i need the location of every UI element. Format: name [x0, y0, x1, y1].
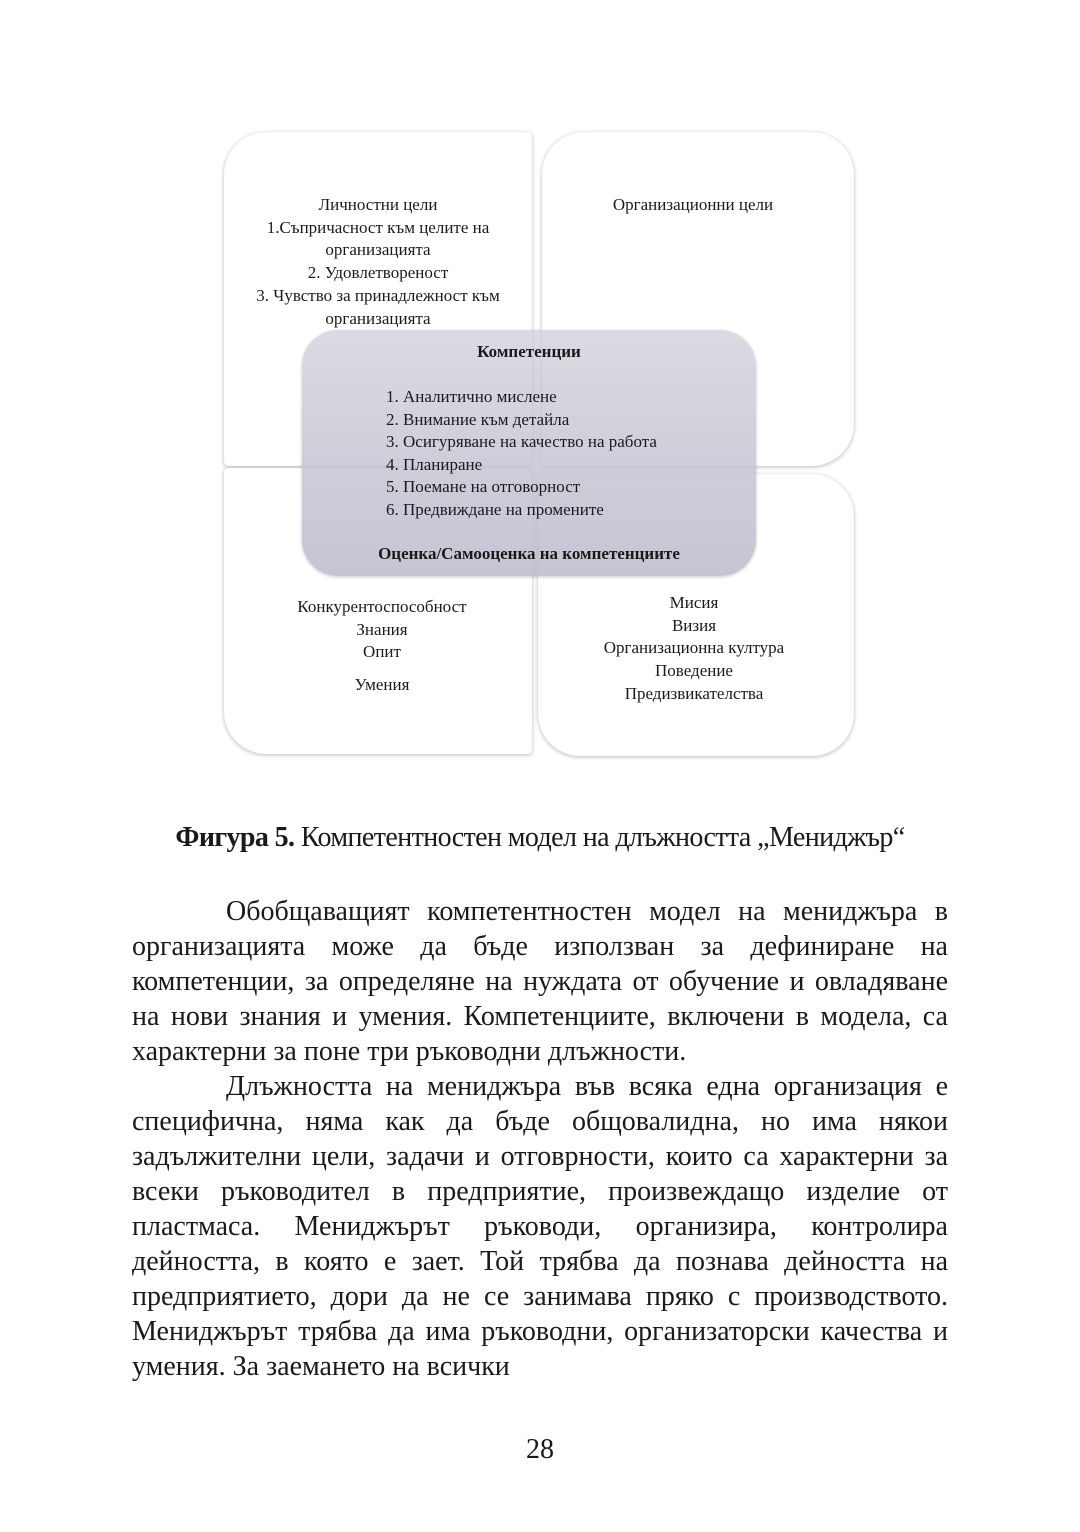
personal-goal-line: 2. Удовлетвореност — [307, 263, 449, 283]
mission-line: Визия — [671, 615, 717, 635]
body-text — [132, 894, 948, 1384]
personal-goal-line: организацията — [325, 308, 431, 328]
page-number: 28 — [526, 1434, 554, 1465]
competitiveness-line: Знания — [356, 619, 408, 639]
mission-line: Поведение — [655, 661, 733, 681]
personal-goal-line: организацията — [325, 240, 431, 260]
mission-text — [570, 592, 818, 706]
personal-goals-text — [230, 194, 526, 330]
personal-goal-line: 3. Чувство за принадлежност към — [256, 285, 500, 305]
paragraph: Длъжността на мениджъра във всяка една организация е специфична, няма как да бъде общовалидна, но има някои задължителни цели, задачи и отговрности, които са характерни за всеки ръководител в предприятие, произвеждащо изделие от пластмаса. Мениджърът ръководи, организира, контролира дейността, в която е зает. Той трябва да познава дейността на предприятието, дори да не се занимава пряко с производството. Мениджърът трябва да има ръководни, организаторски качества и умения. За заемането на всички — [132, 1071, 948, 1382]
personal-goals-title: Личностни цели — [318, 195, 438, 214]
figure-caption-label: Фигура 5. — [175, 822, 295, 853]
competencies-title: Компетенции — [477, 342, 581, 361]
competency-item: 2. Внимание към детайла — [386, 409, 570, 429]
mission-line: Организационна култура — [603, 638, 785, 658]
competency-model-diagram — [218, 128, 860, 760]
competencies-box — [302, 330, 756, 576]
competitiveness-line: Умения — [354, 675, 410, 695]
figure-caption — [0, 822, 1080, 854]
competitiveness-line: Опит — [363, 642, 401, 662]
organizational-goals-text — [548, 194, 838, 217]
competency-item: 1. Аналитично мислене — [386, 387, 557, 406]
paragraph: Обобщаващият компетентностен модел на мениджъра в организацията може да бъде използван за дефиниране на компетенции, за определяне на нуждата от обучение и овладяване на нови знания и умения. Компетенциите, включени в модела, са характерни за поне три ръководни длъжности. — [132, 896, 948, 1067]
competency-item: 5. Поемане на отговорност — [386, 477, 581, 497]
competencies-assessment-label: Оценка/Самооценка на компетенциите — [378, 544, 680, 563]
organizational-goals-title: Организационни цели — [612, 195, 774, 214]
mission-line: Мисия — [669, 593, 719, 612]
personal-goal-line: 1.Съпричасност към целите на — [266, 217, 490, 237]
competency-item: 4. Планиране — [386, 454, 483, 474]
mission-line: Предизвикателства — [624, 683, 764, 703]
competitiveness-line: Конкурентоспособност — [297, 597, 467, 616]
competitiveness-text — [262, 596, 502, 697]
figure-caption-text: Компетентностен модел на длъжността „Мениджър“ — [294, 822, 905, 853]
competencies-list — [386, 386, 657, 522]
competency-item: 6. Предвиждане на промените — [386, 499, 604, 519]
competency-item: 3. Осигуряване на качество на работа — [386, 432, 657, 452]
